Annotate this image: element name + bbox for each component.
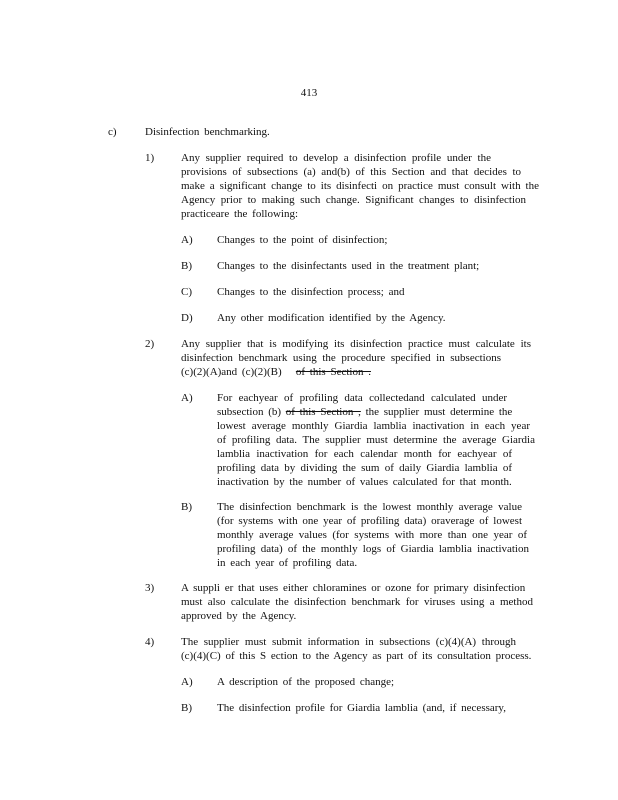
struck-text: of this Section , <box>285 406 361 418</box>
item-2-b-label: B) <box>181 501 192 513</box>
item-1-b-text: Changes to the disinfectants used in the treatment plant; <box>217 260 480 272</box>
item-1-d-label: D) <box>181 312 193 324</box>
item-2-label: 2) <box>145 338 155 350</box>
item-2-paragraph <box>181 337 531 379</box>
paragraph-line: disinfection benchmark using the procedure specified in subsections <box>181 352 501 364</box>
paragraph-line: inactivation by the number of values calculated for that month. <box>217 476 512 488</box>
item-3-label: 3) <box>145 582 155 594</box>
item-4-label: 4) <box>145 636 155 648</box>
paragraph-line: Agency prior to making such change. Significant changes to disinfection <box>181 194 526 206</box>
page-number: 413 <box>300 87 318 99</box>
item-1-c-text: Changes to the disinfection process; and <box>217 286 405 298</box>
paragraph-line: For eachyear of profiling data collectedand calculated under <box>217 392 507 404</box>
paragraph-line <box>181 365 531 379</box>
item-2-a-paragraph <box>217 391 535 489</box>
paragraph-line: make a significant change to its disinfecti on practice must consult with the <box>181 180 539 192</box>
item-4-a-text: A description of the proposed change; <box>217 676 395 688</box>
paragraph-line: of profiling data. The supplier must determine the average Giardia <box>217 434 535 446</box>
item-1-c-label: C) <box>181 286 192 298</box>
paragraph-line: Any supplier required to develop a disinfection profile under the <box>181 152 491 164</box>
paragraph-line: The disinfection benchmark is the lowest monthly average value <box>217 501 522 513</box>
item-4-b-text: The disinfection profile for Giardia lamblia (and, if necessary, <box>217 702 506 714</box>
paragraph-line: must also calculate the disinfection benchmark for viruses using a method <box>181 596 533 608</box>
item-4-paragraph <box>181 635 532 663</box>
struck-text: of this Section . <box>295 366 371 378</box>
paragraph-line: practiceare the following: <box>181 208 299 220</box>
item-2-a-line2-end: the supplier must determine the <box>365 406 513 418</box>
item-2-a-label: A) <box>181 392 193 404</box>
paragraph-line: Any supplier that is modifying its disinfection practice must calculate its <box>181 338 531 350</box>
item-1-label: 1) <box>145 152 155 164</box>
paragraph-line: A suppli er that uses either chloramines or ozone for primary disinfection <box>181 582 526 594</box>
paragraph-line: lamblia inactivation for each calendar month for eachyear of <box>217 448 512 460</box>
paragraph-line: provisions of subsections (a) and(b) of this Section and that decides to <box>181 166 521 178</box>
paragraph-line <box>217 405 517 419</box>
item-2-a-line2-start: subsection (b) <box>217 406 282 418</box>
paragraph-line: approved by the Agency. <box>181 610 297 622</box>
item-3-paragraph <box>181 581 533 623</box>
item-1-b-label: B) <box>181 260 192 272</box>
section-c-title: Disinfection benchmarking. <box>145 126 270 138</box>
paragraph-line: (for systems with one year of profiling data) oraverage of lowest <box>217 515 522 527</box>
item-1-d-text: Any other modification identified by the Agency. <box>217 312 446 324</box>
paragraph-line: profiling data) of the monthly logs of Giardia lamblia inactivation <box>217 543 529 555</box>
item-1-a-text: Changes to the point of disinfection; <box>217 234 388 246</box>
paragraph-line: (c)(4)(C) of this S ection to the Agency as part of its consultation process. <box>181 650 532 662</box>
paragraph-line: in each year of profiling data. <box>217 557 358 569</box>
item-4-b-label: B) <box>181 702 192 714</box>
paragraph-line: profiling data by dividing the sum of daily Giardia lamblia of <box>217 462 512 474</box>
paragraph-line: monthly average values (for systems with more than one year of <box>217 529 527 541</box>
item-1-paragraph <box>181 151 539 221</box>
item-2-b-paragraph <box>217 500 529 570</box>
section-c-label: c) <box>108 126 117 138</box>
paragraph-line: lowest average monthly Giardia lamblia inactivation in each year <box>217 420 530 432</box>
item-4-a-label: A) <box>181 676 193 688</box>
item-2-line3-text: (c)(2)(A)and (c)(2)(B) <box>181 366 282 378</box>
item-1-a-label: A) <box>181 234 193 246</box>
paragraph-line: The supplier must submit information in subsections (c)(4)(A) through <box>181 636 516 648</box>
